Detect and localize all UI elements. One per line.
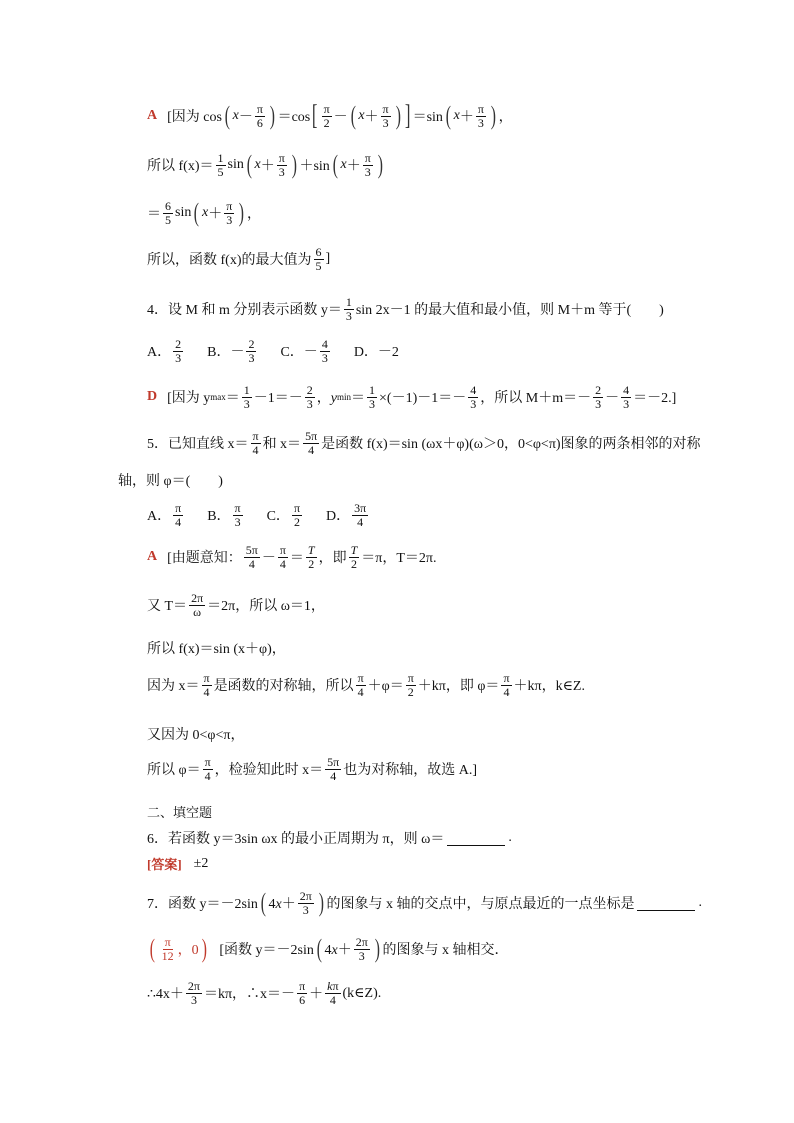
text: [由题意知： <box>167 551 242 567</box>
answer-blank <box>637 896 695 911</box>
option-d: D．－2 <box>353 345 399 361</box>
text: 和 x＝ <box>262 437 302 453</box>
text: ＝－2.] <box>633 391 677 407</box>
answer-label: A <box>147 549 158 565</box>
option-b: B．－ <box>207 345 245 361</box>
q4-options: A． $\frac{2}{3}$ B．－ $\frac{2}{3}$ C．－ $\frac{4}{3}$ D．－2 <box>147 337 399 365</box>
text: ] <box>325 251 331 267</box>
text: ＝ <box>147 207 161 222</box>
text: 又 T＝ <box>147 599 188 615</box>
text: ＋ <box>309 987 324 1003</box>
text: 所以 φ＝ <box>147 763 201 779</box>
text: ＋kπ，即 φ＝ <box>417 679 500 695</box>
q5-stem-line2 <box>118 470 223 490</box>
text: 所以 f(x)＝ <box>147 159 214 174</box>
text: 7．函数 y＝－2sin <box>147 897 258 912</box>
text: ＝π，T＝2π. <box>361 551 437 567</box>
option-c: C．－ <box>280 345 318 361</box>
text: . <box>508 830 512 845</box>
text: ＋φ＝ <box>367 679 404 695</box>
answer-open-paren: ( <box>149 934 155 963</box>
q6-answer <box>147 854 208 873</box>
text: ＝kπ，∴x＝－ <box>203 987 296 1003</box>
text: ，即 <box>318 551 347 567</box>
text: 轴，则 φ＝( ) <box>118 474 223 489</box>
section-heading: 二、填空题 <box>147 806 213 821</box>
text: ，所以 M＋m＝－ <box>480 391 592 407</box>
option-a: A． <box>147 345 172 361</box>
text: 是函数 f(x)＝sin (ωx＋φ)(ω＞0，0<φ<π)图象的两条相邻的对称 <box>321 437 701 453</box>
q7-stem: 7．函数 y＝－2sin ( 4x＋ $\frac{2\pi}{3}$ ) 的图象与 x 轴的交点中，与原点最近的一点坐标是 . <box>147 888 702 917</box>
text: 又因为 0<φ<π， <box>147 728 245 743</box>
answer-blank <box>447 831 505 846</box>
q5-solution-line4: 因为 x＝ $\frac{\pi}{4}$ 是函数的对称轴，所以 $\frac{\pi}{4}$ ＋φ＝ $\frac{\pi}{2}$ ＋kπ，即 φ＝ $\frac{\pi}{4}$ ＋kπ，k∈Z. <box>147 671 585 699</box>
q6-stem <box>147 828 512 848</box>
q3-solution-line2: 所以 f(x)＝ $\frac{1}{5}$ sin ( x ＋ $\frac{\pi}{3}$ ) ＋sin ( x ＋ $\frac{\pi}{3}$ ) <box>147 150 383 179</box>
text: . <box>698 895 702 910</box>
text: ＝2π，所以 ω＝1， <box>207 599 325 615</box>
text: 所以 f(x)＝sin (x＋φ)， <box>147 642 286 657</box>
q5-options: A． $\frac{\pi}{4}$ B． $\frac{\pi}{3}$ C． $\frac{\pi}{2}$ D． $\frac{3\pi}{4}$ <box>147 501 367 529</box>
q3-solution-line3: ＝ $\frac{6}{5}$ sin ( x ＋ $\frac{\pi}{3}$ ) ， <box>147 198 261 227</box>
q4-solution: D [因为 y max ＝ $\frac{1}{3}$ －1＝－ $\frac{2}{3}$ ，y min ＝ $\frac{1}{3}$ ×(－1)－1＝－ $\frac{4}{3}$ ，所以 M＋m＝－ $\frac{2}{3}$ － $\frac{4}{3}$ ＝－2.] <box>147 383 677 411</box>
answer-label: D <box>147 389 158 405</box>
text: [函数 y＝－2sin <box>219 943 314 958</box>
text: 6．若函数 y＝3sin ωx 的最小正周期为 π，则 ω＝ <box>147 832 445 847</box>
q5-solution-line3 <box>147 638 286 658</box>
q5-solution-line2: 又 T＝ $\frac{2\pi}{\omega}$ ＝2π，所以 ω＝1， <box>147 591 325 619</box>
text: [因为 cos <box>167 110 222 125</box>
q7-solution-line2: ∴4x＋ $\frac{2\pi}{3}$ ＝kπ，∴x＝－ $\frac{\pi}{6}$ ＋ $\frac{k\pi}{4}$ (k∈Z). <box>147 979 382 1007</box>
text: [因为 y <box>167 391 211 407</box>
text: 所以，函数 f(x)的最大值为 <box>147 253 312 269</box>
q7-solution-line1: ( $\frac{\pi}{12}$ ，0 ) [函数 y＝－2sin ( 4x＋ $\frac{2\pi}{3}$ ) 的图象与 x 轴相交． <box>149 934 509 963</box>
q5-stem-line1: 5．已知直线 x＝ $\frac{\pi}{4}$ 和 x＝ $\frac{5\pi}{4}$ 是函数 f(x)＝sin (ωx＋φ)(ω＞0，0<φ<π)图象的两条相邻的对称 <box>147 429 701 457</box>
q5-solution-line5 <box>147 724 244 744</box>
answer-label: A <box>147 108 158 123</box>
text: ∴4x＋ <box>147 987 184 1003</box>
text: 是函数的对称轴，所以 <box>213 679 354 695</box>
text: 因为 x＝ <box>147 679 200 695</box>
text: sin 2x－1 的最大值和最小值，则 M＋m 等于( ) <box>355 303 664 319</box>
q5-solution-line6: 所以 φ＝ $\frac{\pi}{4}$ ，检验知此时 x＝ $\frac{5\pi}{4}$ 也为对称轴，故选 A.] <box>147 755 477 783</box>
text: 的图象与 x 轴相交． <box>382 943 509 958</box>
text: ，检验知此时 x＝ <box>214 763 324 779</box>
answer-value: ±2 <box>193 855 209 871</box>
q4-stem: 4．设 M 和 m 分别表示函数 y＝ $\frac{1}{3}$ sin 2x－1 的最大值和最小值，则 M＋m 等于( ) <box>147 295 664 323</box>
text: 的图象与 x 轴的交点中，与原点最近的一点坐标是 <box>326 897 635 912</box>
q5-solution-line1: A [由题意知： $\frac{5\pi}{4}$ － $\frac{\pi}{4}$ ＝ $\frac{T}{2}$ ，即 $\frac{T}{2}$ ＝π，T＝2π. <box>147 543 437 571</box>
answer-label: [答案] <box>147 857 182 872</box>
q3-solution-line1: A [因为 cos ( x － $\frac{\pi}{6}$ ) ＝cos [ $\frac{\pi}{2}$ － ( x ＋ $\frac{\pi}{3}$ ) ] ＝sin ( x ＋ $\frac{\pi}{3}$ ) ， <box>147 100 513 131</box>
text: 5．已知直线 x＝ <box>147 437 249 453</box>
text: 4．设 M 和 m 分别表示函数 y＝ <box>147 303 342 319</box>
text: 也为对称轴，故选 A.] <box>343 763 477 779</box>
text: (k∈Z). <box>342 985 382 1001</box>
q3-solution-line4: 所以，函数 f(x)的最大值为 $\frac{6}{5}$ ] <box>147 245 331 273</box>
text: ＋kπ，k∈Z. <box>513 679 585 695</box>
